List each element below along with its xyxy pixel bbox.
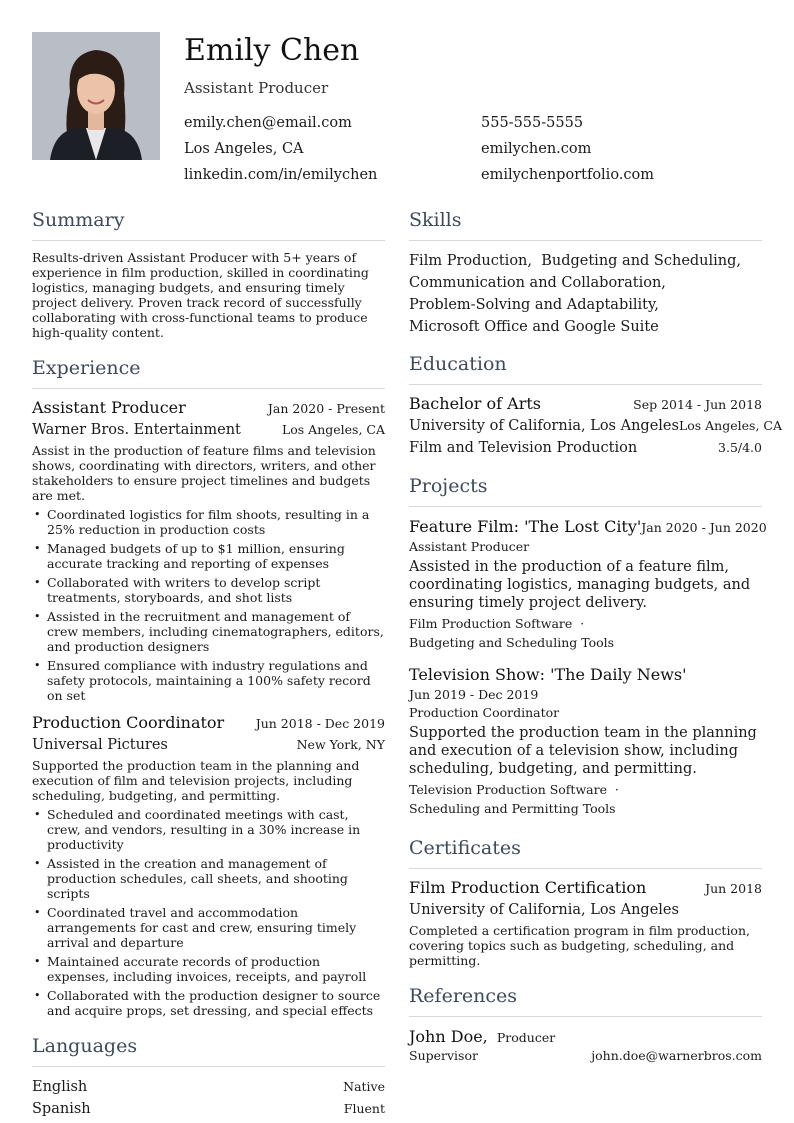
skill-item: Film Production, — [409, 253, 532, 269]
language-name: English — [32, 1079, 88, 1095]
reference-name: John Doe, — [409, 1027, 488, 1046]
reference-role: Producer — [496, 1030, 556, 1045]
bullet-item: • Ensured compliance with industry regulations and safety protocols, maintaining a 100% safety record on set — [32, 658, 385, 703]
section-heading: References — [409, 982, 762, 1017]
job-description: Assist in the production of feature films and television shows, coordinating with directors, writers, and other stakeholders to ensure project timelines and budgets are met. — [32, 443, 376, 503]
certificate-name: Film Production Certification — [409, 878, 647, 897]
tool-item: Budgeting and Scheduling Tools — [409, 635, 615, 650]
language-name: Spanish — [32, 1101, 91, 1117]
projects-section — [409, 472, 767, 818]
language-row — [32, 1098, 385, 1120]
gpa-value: 3.5/4.0 — [718, 440, 762, 455]
job-company: Warner Bros. Entertainment — [32, 422, 241, 438]
skills-list — [409, 250, 762, 338]
project-dates: Jun 2019 - Dec 2019 — [409, 687, 539, 702]
education-dates: Sep 2014 - Jun 2018 — [633, 397, 762, 412]
section-heading: Summary — [32, 206, 385, 241]
bullet-item: • Maintained accurate records of production expenses, including invoices, receipts, and payroll — [32, 954, 385, 984]
section-heading: Skills — [409, 206, 762, 241]
bullet-item: • Managed budgets of up to $1 million, ensuring accurate tracking and reporting of expenses — [32, 541, 385, 571]
website-link[interactable]: emilychen.com — [481, 141, 592, 157]
skill-item: Communication and Collaboration, — [409, 275, 666, 291]
job-location: Los Angeles, CA — [281, 422, 385, 437]
profile-photo — [32, 32, 160, 160]
left-column — [32, 206, 385, 1120]
field-of-study: Film and Television Production — [409, 440, 638, 456]
skill-item: Budgeting and Scheduling, — [541, 253, 742, 269]
bullet-item: • Coordinated logistics for film shoots, resulting in a 25% reduction in production costs — [32, 507, 385, 537]
bullet-item: • Collaborated with writers to develop script treatments, storyboards, and shot lists — [32, 575, 385, 605]
job-title: Production Coordinator — [32, 713, 225, 732]
language-level: Native — [343, 1079, 385, 1094]
separator-dot-icon: · — [572, 616, 585, 631]
school-name: University of California, Los Angeles — [409, 418, 679, 434]
section-heading: Projects — [409, 472, 762, 507]
project-tools — [409, 614, 762, 633]
summary-section — [32, 206, 385, 340]
reference-relation: Supervisor — [409, 1048, 478, 1063]
tool-item: Television Production Software — [409, 782, 607, 797]
separator-dot-icon: · — [606, 782, 619, 797]
phone-number[interactable]: 555-555-5555 — [481, 115, 584, 131]
project-title: Feature Film: 'The Lost City' — [409, 517, 642, 536]
location-text: Los Angeles, CA — [184, 141, 304, 157]
degree-name: Bachelor of Arts — [409, 394, 541, 413]
certificate-description: Completed a certification program in film production, covering topics such as budgeting, scheduling, and permitting. — [409, 923, 750, 968]
candidate-name: Emily Chen — [184, 33, 360, 68]
language-row — [32, 1076, 385, 1098]
certificate-issuer: University of California, Los Angeles — [409, 902, 679, 918]
project-tools — [409, 780, 762, 799]
job-bullets — [32, 507, 385, 703]
job-bullets — [32, 807, 385, 1018]
job-title: Assistant Producer — [32, 398, 186, 417]
job-location: New York, NY — [296, 737, 385, 752]
summary-text: Results-driven Assistant Producer with 5+ years of experience in film production, skilled in coordinating logistics, managing budgets, and ensuring timely project delivery. Proven track record of successfully collaborating with cross-functional teams to produce high-quality content. — [32, 250, 369, 340]
tool-item: Scheduling and Permitting Tools — [409, 801, 616, 816]
bullet-item: • Assisted in the recruitment and management of crew members, including cinematographers, editors, and production designers — [32, 609, 385, 654]
email-link[interactable]: emily.chen@email.com — [184, 115, 352, 131]
certificates-section — [409, 834, 762, 968]
project-dates: Jan 2020 - Jun 2020 — [641, 520, 767, 535]
education-section — [409, 350, 782, 458]
skills-section — [409, 206, 762, 338]
bullet-item: • Coordinated travel and accommodation arrangements for cast and crew, ensuring timely arrival and departure — [32, 905, 385, 950]
bullet-item: • Scheduled and coordinated meetings with cast, crew, and vendors, resulting in a 30% increase in productivity — [32, 807, 385, 852]
bullet-item: • Assisted in the creation and management of production schedules, call sheets, and shooting scripts — [32, 856, 385, 901]
right-column — [409, 206, 782, 1063]
job-entry — [32, 398, 385, 703]
linkedin-link[interactable]: linkedin.com/in/emilychen — [184, 167, 378, 183]
project-description: Supported the production team in the planning and execution of a television show, including scheduling, budgeting, and permitting. — [409, 725, 757, 777]
references-section — [409, 982, 762, 1063]
school-location: Los Angeles, CA — [678, 418, 782, 433]
bullet-item: • Collaborated with the production designer to source and acquire props, set dressing, and special effects — [32, 988, 385, 1018]
section-heading: Certificates — [409, 834, 762, 869]
skill-item: Microsoft Office and Google Suite — [409, 319, 659, 335]
reference-email[interactable]: john.doe@warnerbros.com — [591, 1048, 762, 1063]
portfolio-link[interactable]: emilychenportfolio.com — [481, 167, 655, 183]
job-dates: Jun 2018 - Dec 2019 — [255, 716, 385, 731]
project-description: Assisted in the production of a feature film, coordinating logistics, managing budgets, and ensuring timely project delivery. — [409, 559, 751, 611]
skill-item: Problem-Solving and Adaptability, — [409, 297, 659, 313]
experience-section — [32, 354, 385, 1018]
tool-item: Film Production Software — [409, 616, 573, 631]
section-heading: Education — [409, 350, 762, 385]
project-role: Production Coordinator — [409, 705, 560, 720]
project-entry — [409, 516, 767, 652]
project-title: Television Show: 'The Daily News' — [409, 665, 687, 684]
languages-section — [32, 1032, 385, 1120]
job-entry — [32, 713, 385, 1018]
profile-photo-image — [32, 32, 160, 160]
job-dates: Jan 2020 - Present — [267, 401, 385, 416]
language-level: Fluent — [343, 1101, 385, 1116]
project-entry — [409, 664, 762, 818]
job-company: Universal Pictures — [32, 737, 168, 753]
candidate-title: Assistant Producer — [184, 79, 329, 97]
job-description: Supported the production team in the planning and execution of film and television projects, including scheduling, budgeting, and permitting. — [32, 758, 360, 803]
certificate-date: Jun 2018 — [705, 881, 762, 896]
section-heading: Languages — [32, 1032, 385, 1067]
project-role: Assistant Producer — [409, 539, 530, 554]
section-heading: Experience — [32, 354, 385, 389]
